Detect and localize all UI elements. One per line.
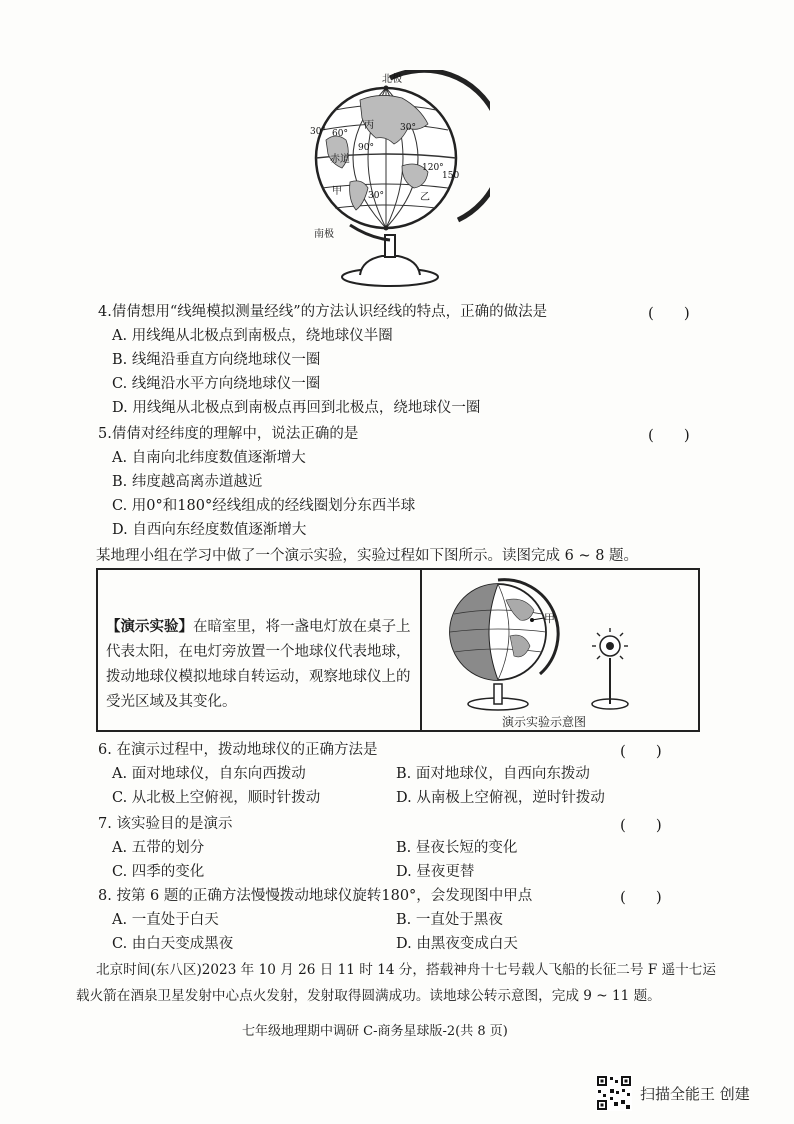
globe-label-lat30-left: 30° bbox=[310, 127, 326, 137]
globe-label-equator: 赤道 bbox=[330, 154, 350, 165]
question-4-stem bbox=[98, 302, 547, 322]
question-5-option-a: A. 自南向北纬度数值逐渐增大 bbox=[112, 450, 306, 466]
page-footer: 七年级地理期中调研 C-商务星球版-2(共 8 页) bbox=[242, 1024, 508, 1039]
question-5-text: 倩倩对经纬度的理解中，说法正确的是 bbox=[111, 426, 359, 442]
question-7-option-a: A. 五带的划分 bbox=[112, 840, 205, 856]
question-6-option-c: C. 从北极上空俯视，顺时针拨动 bbox=[112, 790, 321, 806]
globe-label-lon60: 60° bbox=[332, 129, 348, 139]
intro-questions-6-8: 某地理小组在学习中做了一个演示实验，实验过程如下图所示。读图完成 6 ~ 8 题。 bbox=[96, 548, 639, 564]
question-7-option-b: B. 昼夜长短的变化 bbox=[396, 840, 518, 856]
globe-figure bbox=[290, 70, 490, 290]
question-8-option-b: B. 一直处于黑夜 bbox=[396, 912, 503, 928]
globe-label-jia: 甲 bbox=[332, 186, 342, 197]
question-6-option-d: D. 从南极上空俯视，逆时针拨动 bbox=[396, 790, 605, 806]
question-5-option-d: D. 自西向东经度数值逐渐增大 bbox=[112, 522, 307, 538]
question-7-stem: 7. 该实验目的是演示 bbox=[98, 816, 233, 832]
question-4-option-d: D. 用线绳从北极点到南极点再回到北极点，绕地球仪一圈 bbox=[112, 400, 481, 416]
question-6-stem: 6. 在演示过程中，拨动地球仪的正确方法是 bbox=[98, 742, 378, 758]
question-7-option-d: D. 昼夜更替 bbox=[396, 864, 475, 880]
intro-questions-9-11-line2: 载火箭在酒泉卫星发射中心点火发射，发射取得圆满成功。读地球公转示意图，完成 9 ~ 11 题。 bbox=[76, 988, 661, 1004]
experiment-text: 在暗室里，将一盏电灯放在桌子上代表太阳，在电灯旁放置一个地球仪代表地球，拨动地球仪模拟地球自转运动，观察地球仪上的受光区域及其变化。 bbox=[106, 619, 411, 710]
globe-label-lon90: 90° bbox=[358, 143, 374, 153]
experiment-illustration bbox=[440, 574, 670, 714]
question-8-bracket: ( ) bbox=[620, 888, 662, 906]
question-4-option-a: A. 用线绳从北极点到南极点，绕地球仪半圈 bbox=[112, 328, 393, 344]
question-5-bracket: ( ) bbox=[648, 426, 690, 444]
question-5-stem bbox=[98, 424, 358, 444]
qr-code-icon bbox=[596, 1075, 632, 1111]
question-8-stem: 8. 按第 6 题的正确方法慢慢拨动地球仪旋转180°，会发现图中甲点 bbox=[98, 888, 533, 904]
question-8-option-a: A. 一直处于白天 bbox=[112, 912, 219, 928]
globe-label-yi: 乙 bbox=[420, 192, 430, 203]
experiment-caption: 演示实验示意图 bbox=[502, 715, 587, 729]
experiment-point-jia: 甲 bbox=[544, 612, 555, 625]
question-4-number: 4. bbox=[98, 304, 112, 320]
question-4-option-c: C. 线绳沿水平方向绕地球仪一圈 bbox=[112, 376, 321, 392]
question-6-option-b: B. 面对地球仪，自西向东拨动 bbox=[396, 766, 590, 782]
experiment-label: 【演示实验】 bbox=[106, 618, 193, 635]
question-4-text: 倩倩想用“线绳模拟测量经线”的方法认识经线的特点，正确的做法是 bbox=[111, 304, 548, 320]
globe-label-lat30-right: 30° bbox=[400, 123, 416, 133]
scanner-watermark: 扫描全能王 创建 bbox=[640, 1085, 750, 1103]
experiment-box-divider bbox=[420, 568, 422, 732]
question-7-option-c: C. 四季的变化 bbox=[112, 864, 205, 880]
question-5-option-c: C. 用0°和180°经线组成的经线圈划分东西半球 bbox=[112, 498, 416, 514]
globe-label-lon120: 120° bbox=[422, 163, 444, 173]
question-7-bracket: ( ) bbox=[620, 816, 662, 834]
globe-label-north: 北极 bbox=[382, 74, 402, 85]
question-4-bracket: ( ) bbox=[648, 304, 690, 322]
question-6-bracket: ( ) bbox=[620, 742, 662, 760]
globe-label-lat30-bottom: 30° bbox=[368, 191, 384, 201]
question-4-option-b: B. 线绳沿垂直方向绕地球仪一圈 bbox=[112, 352, 321, 368]
question-8-option-c: C. 由白天变成黑夜 bbox=[112, 936, 234, 952]
globe-label-bing: 丙 bbox=[364, 120, 374, 131]
question-5-option-b: B. 纬度越高离赤道越近 bbox=[112, 474, 263, 490]
globe-label-south: 南极 bbox=[314, 229, 334, 240]
experiment-description bbox=[106, 614, 414, 715]
intro-questions-9-11-line1: 北京时间(东八区)2023 年 10 月 26 日 11 时 14 分，搭载神舟十七号载人飞船的长征二号 F 遥十七运 bbox=[96, 962, 716, 978]
question-5-number: 5. bbox=[98, 426, 112, 442]
question-8-option-d: D. 由黑夜变成白天 bbox=[396, 936, 518, 952]
globe-label-lon150: 150 bbox=[442, 171, 460, 181]
question-6-option-a: A. 面对地球仪，自东向西拨动 bbox=[112, 766, 306, 782]
